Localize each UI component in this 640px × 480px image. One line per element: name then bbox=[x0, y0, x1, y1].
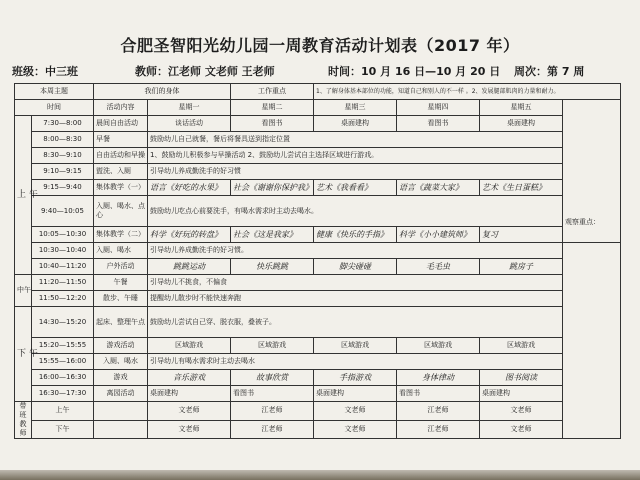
table-row bbox=[15, 386, 621, 402]
activity-cell: 入厕、喝水 bbox=[94, 354, 148, 370]
time-col-header: 时间 bbox=[15, 100, 94, 116]
day-cell: 毛毛虫 bbox=[397, 259, 480, 275]
table-row bbox=[15, 116, 621, 132]
time-cell: 10:40—11:20 bbox=[32, 259, 94, 275]
day-cell: 科学《好玩的转盘》 bbox=[148, 227, 231, 243]
time-cell: 14:30—15:20 bbox=[32, 307, 94, 338]
day-cell: 社会《谢谢你保护我》 bbox=[231, 180, 314, 196]
observation-cell-lower bbox=[563, 243, 621, 439]
table-row bbox=[15, 180, 621, 196]
header-row bbox=[15, 100, 621, 116]
activity-cell: 入厕、喝水、点心 bbox=[94, 196, 148, 227]
content-cell: 鼓励幼儿吃点心前要洗手，有喝水需求时主动去喝水。 bbox=[148, 196, 563, 227]
day-cell: 语言《好吃的水果》 bbox=[148, 180, 231, 196]
activity-cell: 晨间自由活动 bbox=[94, 116, 148, 132]
day-cell: 桌面建构 bbox=[480, 386, 563, 402]
activity-cell: 盥洗、入厕 bbox=[94, 164, 148, 180]
content-cell: 引导幼儿养成勤洗手的好习惯。 bbox=[148, 243, 563, 259]
time-cell: 16:00—16:30 bbox=[32, 370, 94, 386]
day-header: 星期二 bbox=[231, 100, 314, 116]
day-cell: 手指游戏 bbox=[314, 370, 397, 386]
time-cell: 15:20—15:55 bbox=[32, 338, 94, 354]
teacher-cell: 文老师 bbox=[314, 420, 397, 439]
day-cell: 桌面建构 bbox=[480, 116, 563, 132]
time-cell: 11:20—11:50 bbox=[32, 275, 94, 291]
day-cell: 桌面建构 bbox=[314, 386, 397, 402]
table-row bbox=[15, 307, 621, 338]
theme-value: 我们的身体 bbox=[94, 84, 231, 100]
day-cell: 看图书 bbox=[231, 116, 314, 132]
day-cell: 区域游戏 bbox=[231, 338, 314, 354]
teacher-cell: 文老师 bbox=[148, 402, 231, 421]
day-cell: 复习 bbox=[480, 227, 563, 243]
teacher-cell: 江老师 bbox=[397, 420, 480, 439]
content-cell: 引导幼儿有喝水需求时主动去喝水 bbox=[148, 354, 563, 370]
day-header: 星期三 bbox=[314, 100, 397, 116]
day-cell: 跳房子 bbox=[480, 259, 563, 275]
table-surface-edge bbox=[0, 470, 640, 480]
day-cell: 区域游戏 bbox=[397, 338, 480, 354]
table-row bbox=[15, 164, 621, 180]
activity-cell: 离园活动 bbox=[94, 386, 148, 402]
time-cell: 15:55—16:00 bbox=[32, 354, 94, 370]
table-row bbox=[15, 196, 621, 227]
time-cell: 9:15—9:40 bbox=[32, 180, 94, 196]
day-cell: 故事欣赏 bbox=[231, 370, 314, 386]
teacher-label: 教师：江老师 文老师 王老师 bbox=[135, 65, 275, 78]
time-cell: 9:10—9:15 bbox=[32, 164, 94, 180]
day-cell: 语言《蔬菜大家》 bbox=[397, 180, 480, 196]
plan-table bbox=[14, 83, 621, 439]
teacher-cell: 江老师 bbox=[231, 402, 314, 421]
day-cell: 区域游戏 bbox=[148, 338, 231, 354]
day-cell: 脚尖碰碰 bbox=[314, 259, 397, 275]
content-cell: 鼓励幼儿自己就餐，餐后将餐具送到指定位置 bbox=[148, 132, 563, 148]
day-cell: 谈话活动 bbox=[148, 116, 231, 132]
day-cell: 图书阅读 bbox=[480, 370, 563, 386]
content-cell: 鼓励幼儿尝试自己穿、脱衣服，叠被子。 bbox=[148, 307, 563, 338]
teacher-blank bbox=[94, 420, 148, 439]
focus-value: 1、了解身体基本部位的功能，知道自己和别人的不一样 。2、发展腿部肌肉的力量和耐力。 bbox=[314, 84, 621, 100]
day-cell: 科学《小小建筑师》 bbox=[397, 227, 480, 243]
day-cell: 看图书 bbox=[397, 116, 480, 132]
document-title: 合肥圣智阳光幼儿园一周教育活动计划表（2017 年） bbox=[120, 36, 520, 55]
content-col-header: 活动内容 bbox=[94, 100, 148, 116]
time-cell: 8:30—9:10 bbox=[32, 148, 94, 164]
activity-cell: 户外活动 bbox=[94, 259, 148, 275]
table-row bbox=[15, 338, 621, 354]
teacher-pm-label: 下午 bbox=[32, 420, 94, 439]
time-cell: 7:30—8:00 bbox=[32, 116, 94, 132]
day-header: 星期五 bbox=[480, 100, 563, 116]
day-cell: 桌面建构 bbox=[314, 116, 397, 132]
table-row bbox=[15, 227, 621, 243]
time-cell: 8:00—8:30 bbox=[32, 132, 94, 148]
table-row bbox=[15, 148, 621, 164]
activity-cell: 游戏活动 bbox=[94, 338, 148, 354]
observation-label: 观察重点： bbox=[565, 218, 600, 226]
teacher-am-label: 上午 bbox=[32, 402, 94, 421]
time-label: 时间：10 月 16 日—10 月 20 日 bbox=[328, 65, 501, 78]
activity-cell: 入厕、喝水 bbox=[94, 243, 148, 259]
activity-cell: 散步、午睡 bbox=[94, 291, 148, 307]
table-row bbox=[15, 132, 621, 148]
teacher-cell: 文老师 bbox=[480, 420, 563, 439]
content-cell: 提醒幼儿散步时不能快速奔跑 bbox=[148, 291, 563, 307]
day-cell: 桌面建构 bbox=[148, 386, 231, 402]
day-cell: 看图书 bbox=[397, 386, 480, 402]
theme-label: 本周主题 bbox=[15, 84, 94, 100]
time-cell: 16:30—17:30 bbox=[32, 386, 94, 402]
day-cell: 社会《这是我家》 bbox=[231, 227, 314, 243]
activity-cell: 早餐 bbox=[94, 132, 148, 148]
theme-row bbox=[15, 84, 621, 100]
period-pm: 下 午 bbox=[15, 307, 32, 402]
day-cell: 跳跳运动 bbox=[148, 259, 231, 275]
activity-cell: 游戏 bbox=[94, 370, 148, 386]
activity-cell: 集体教学（二） bbox=[94, 227, 148, 243]
table-row bbox=[15, 370, 621, 386]
day-cell: 区域游戏 bbox=[314, 338, 397, 354]
period-noon: 中午 bbox=[15, 275, 32, 307]
day-cell: 艺术《我看看》 bbox=[314, 180, 397, 196]
activity-cell: 自由活动和早操 bbox=[94, 148, 148, 164]
class-label: 班级：中三班 bbox=[12, 65, 78, 78]
day-cell: 快乐跳跳 bbox=[231, 259, 314, 275]
teacher-period-label: 带班 教师 bbox=[15, 402, 32, 439]
content-cell: 引导幼儿养成勤洗手的好习惯 bbox=[148, 164, 563, 180]
week-label: 周次：第 7 周 bbox=[514, 65, 585, 78]
teacher-blank bbox=[94, 402, 148, 421]
table-row bbox=[15, 275, 621, 291]
activity-cell: 午餐 bbox=[94, 275, 148, 291]
day-header: 星期四 bbox=[397, 100, 480, 116]
day-cell: 身体律动 bbox=[397, 370, 480, 386]
day-cell: 音乐游戏 bbox=[148, 370, 231, 386]
table-row bbox=[15, 259, 621, 275]
table-row bbox=[15, 354, 621, 370]
activity-cell: 起床、整理午点 bbox=[94, 307, 148, 338]
day-cell: 健康《快乐的手指》 bbox=[314, 227, 397, 243]
activity-cell: 集体教学（一） bbox=[94, 180, 148, 196]
time-cell: 11:50—12:20 bbox=[32, 291, 94, 307]
teacher-cell: 文老师 bbox=[480, 402, 563, 421]
time-cell: 9:40—10:05 bbox=[32, 196, 94, 227]
teacher-row-am bbox=[15, 402, 621, 421]
time-cell: 10:05—10:30 bbox=[32, 227, 94, 243]
content-cell: 引导幼儿不挑食，不偏食 bbox=[148, 275, 563, 291]
day-cell: 区域游戏 bbox=[480, 338, 563, 354]
focus-label: 工作重点 bbox=[231, 84, 314, 100]
day-cell: 看图书 bbox=[231, 386, 314, 402]
teacher-cell: 江老师 bbox=[397, 402, 480, 421]
observation-cell bbox=[563, 100, 621, 243]
table-row bbox=[15, 291, 621, 307]
table-row bbox=[15, 243, 621, 259]
time-cell: 10:30—10:40 bbox=[32, 243, 94, 259]
teacher-cell: 江老师 bbox=[231, 420, 314, 439]
period-am: 上 午 bbox=[15, 116, 32, 275]
day-cell: 艺术《生日蛋糕》 bbox=[480, 180, 563, 196]
day-header: 星期一 bbox=[148, 100, 231, 116]
teacher-cell: 文老师 bbox=[148, 420, 231, 439]
content-cell: 1、鼓励幼儿积极参与早操活动 2、鼓励幼儿尝试自主选择区域进行游戏。 bbox=[148, 148, 563, 164]
teacher-cell: 文老师 bbox=[314, 402, 397, 421]
teacher-row-pm bbox=[15, 420, 621, 439]
